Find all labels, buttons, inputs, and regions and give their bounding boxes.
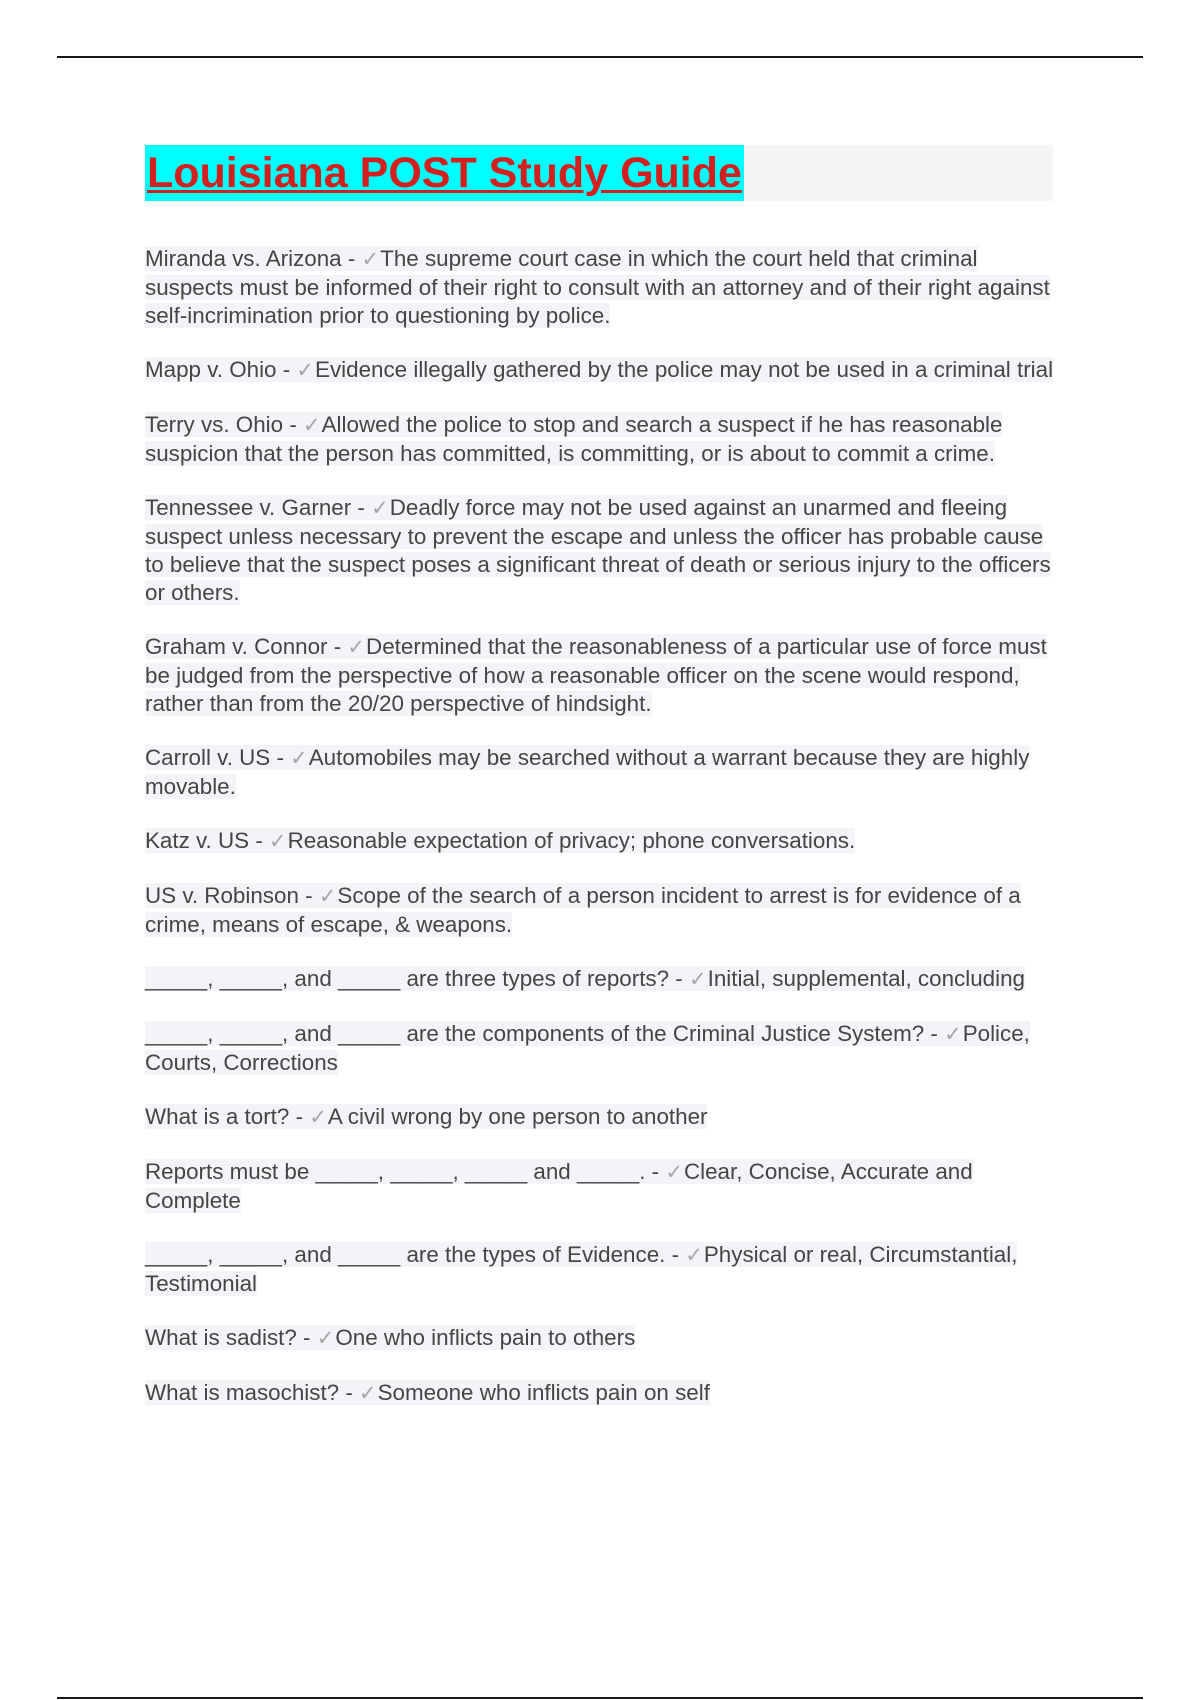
entry xyxy=(145,1379,1063,1408)
check-icon: ✓ xyxy=(309,1106,327,1129)
entry-term: Reports must be _____, _____, _____ and _____. - xyxy=(145,1159,666,1184)
entry-term: What is masochist? - xyxy=(145,1380,360,1405)
entry-text xyxy=(145,1242,1017,1296)
entry-text xyxy=(145,246,1050,328)
entry xyxy=(145,827,1063,856)
check-icon: ✓ xyxy=(347,636,366,659)
entry xyxy=(145,882,1063,939)
entry-text xyxy=(145,883,1021,937)
check-icon: ✓ xyxy=(290,747,308,770)
entry-definition: Physical or real, Circumstantial, Testimonial xyxy=(145,1242,1018,1296)
entry xyxy=(145,245,1063,330)
entry xyxy=(145,411,1063,468)
entry-text xyxy=(145,1325,635,1350)
entry-term: What is a tort? - xyxy=(145,1104,310,1129)
entry-definition: Evidence illegally gathered by the police may not be used in a criminal trial xyxy=(315,357,1054,382)
entry-definition: Automobiles may be searched without a warrant because they are highly movable. xyxy=(145,745,1030,799)
entry xyxy=(145,1103,1063,1132)
entry-definition: Clear, Concise, Accurate and Complete xyxy=(145,1159,973,1213)
entry xyxy=(145,1241,1063,1298)
entry-definition: The supreme court case in which the court held that criminal suspects must be informed of their right to consult with an attorney and of their right against self-incrimination prior to questioning by police. xyxy=(145,246,1050,328)
entry-term: _____, _____, and _____ are three types of reports? - xyxy=(145,966,689,991)
check-icon: ✓ xyxy=(269,830,287,853)
check-icon: ✓ xyxy=(318,885,337,908)
entry-term: Carroll v. US - xyxy=(145,745,291,770)
check-icon: ✓ xyxy=(688,968,707,991)
entry-definition: Someone who inflicts pain on self xyxy=(377,1380,710,1405)
check-icon: ✓ xyxy=(296,359,315,382)
entry-text xyxy=(145,1021,1030,1075)
entry xyxy=(145,1158,1063,1215)
entry-term: Graham v. Connor - xyxy=(145,634,348,659)
check-icon: ✓ xyxy=(303,414,321,437)
entry-definition: Reasonable expectation of privacy; phone conversations. xyxy=(287,828,856,853)
entry-term: What is sadist? - xyxy=(145,1325,317,1350)
check-icon: ✓ xyxy=(685,1244,703,1267)
entry-definition: Police, Courts, Corrections xyxy=(145,1021,1030,1075)
entry xyxy=(145,1324,1063,1353)
entry-definition: Allowed the police to stop and search a suspect if he has reasonable suspicion that the person has committed, is committing, or is about to commit a crime. xyxy=(145,412,1003,466)
entry-definition: Deadly force may not be used against an unarmed and fleeing suspect unless necessary to prevent the escape and unless the officer has probable cause to believe that the suspect poses a significant threat of death or serious injury to the officers or others. xyxy=(145,495,1051,605)
entry-text xyxy=(145,634,1047,716)
entry xyxy=(145,1020,1063,1077)
entry xyxy=(145,356,1063,385)
entry-term: _____, _____, and _____ are the types of Evidence. - xyxy=(145,1242,686,1267)
check-icon: ✓ xyxy=(371,497,389,520)
entry-text xyxy=(145,1159,973,1213)
check-icon: ✓ xyxy=(316,1327,335,1350)
entry xyxy=(145,965,1063,994)
entry-term: Tennessee v. Garner - xyxy=(145,495,372,520)
entry-term: Mapp v. Ohio - xyxy=(145,357,297,382)
check-icon: ✓ xyxy=(359,1382,377,1405)
entry-term: US v. Robinson - xyxy=(145,883,319,908)
entry-text xyxy=(145,495,1051,605)
entry-term: Terry vs. Ohio - xyxy=(145,412,304,437)
entry-text xyxy=(145,966,1025,991)
entry-definition: Scope of the search of a person incident to arrest is for evidence of a crime, means of escape, & weapons. xyxy=(145,883,1021,937)
entry-definition: One who inflicts pain to others xyxy=(335,1325,636,1350)
entry-text xyxy=(145,412,1002,466)
entry-term: _____, _____, and _____ are the components of the Criminal Justice System? - xyxy=(145,1021,945,1046)
check-icon: ✓ xyxy=(944,1023,962,1046)
entry-definition: Determined that the reasonableness of a particular use of force must be judged from the perspective of how a reasonable officer on the scene would respond, rather than from the 20/20 perspective of hindsight. xyxy=(145,634,1047,716)
document-title: Louisiana POST Study Guide xyxy=(145,145,744,201)
entry-term: Miranda vs. Arizona - xyxy=(145,246,362,271)
entry-definition: Initial, supplemental, concluding xyxy=(707,966,1025,991)
entry-definition: A civil wrong by one person to another xyxy=(327,1104,708,1129)
entry xyxy=(145,744,1063,801)
top-rule xyxy=(57,56,1143,58)
bottom-rule xyxy=(57,1697,1143,1699)
entry-term: Katz v. US - xyxy=(145,828,270,853)
check-icon: ✓ xyxy=(665,1161,683,1184)
entry-text xyxy=(145,745,1029,799)
entry-text xyxy=(145,1104,707,1129)
check-icon: ✓ xyxy=(361,248,380,271)
entry-text xyxy=(145,357,1053,382)
entry-text xyxy=(145,1380,710,1405)
entries-list xyxy=(145,245,1063,1434)
entry-text xyxy=(145,828,855,853)
entry xyxy=(145,494,1063,607)
entry xyxy=(145,633,1063,718)
